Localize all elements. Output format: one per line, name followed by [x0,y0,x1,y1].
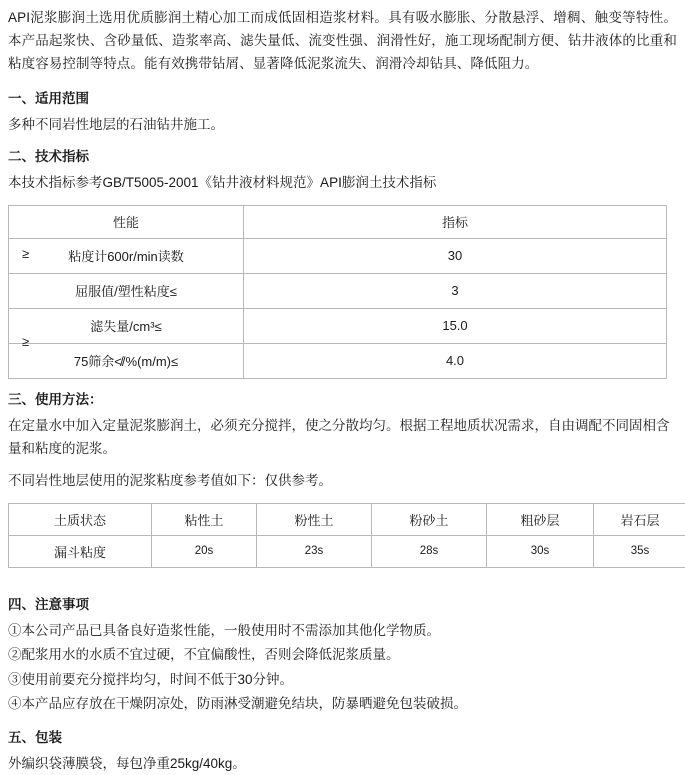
list-item: ③使用前要充分搅拌均匀，时间不低于30分钟。 [8,668,677,693]
cell-value: 15.0 [244,308,667,343]
row-marker-ge-1: ≥ [22,247,29,260]
cell-property: 滤失量/cm³≤ [9,308,244,343]
column-header-coarse-sand: 粗砂层 [487,503,594,535]
cell-property: 75筛余≮/%(m/m)≤ [9,343,244,378]
cell-value-silt: 23s [257,535,372,567]
section-heading-specs: 二、技术指标 [8,146,677,169]
table-header-row [9,205,667,238]
column-header-silty-sand: 粉砂土 [372,503,487,535]
cell-value-rock: 35s [594,535,685,567]
section-spacer [8,574,677,584]
section-heading-notes: 四、注意事项 [8,594,677,617]
section-heading-packaging: 五、包装 [8,727,677,750]
cell-value-clay: 20s [152,535,257,567]
table-row [9,343,667,378]
cell-value-coarse-sand: 30s [487,535,594,567]
column-header-property: 性能 [9,205,244,238]
cell-property: 屈服值/塑性粘度≤ [9,273,244,308]
list-item: ②配浆用水的水质不宜过硬，不宜偏酸性，否则会降低泥浆质量。 [8,643,677,668]
column-header-clay: 粘性土 [152,503,257,535]
section-body-specs: 本技术指标参考GB/T5005-2001《钻井液材料规范》API膨润土技术指标 [8,171,677,195]
cell-property: 粘度计600r/min读数 [9,238,244,273]
section-heading-scope: 一、适用范围 [8,88,677,111]
product-intro-paragraph: API泥浆膨润土选用优质膨润土精心加工而成低固相造浆材料。具有吸水膨胀、分散悬浮、增稠、触变等特性。本产品起浆快、含砂量低、造浆率高、滤失量低、流变性强、润滑性好，施工现场配制方便、钻井液体的比重和粘度容易控制等特点。能有效携带钻屑、显著降低泥浆流失、润滑冷却钻具、降低阻力。 [8,6,677,76]
cell-value: 4.0 [244,343,667,378]
cell-value: 3 [244,273,667,308]
table-row [9,535,685,567]
table-row [9,273,667,308]
column-header-soil-state: 土质状态 [9,503,152,535]
column-header-rock: 岩石层 [594,503,685,535]
section-body-scope: 多种不同岩性地层的石油钻井施工。 [8,113,677,137]
column-header-silt: 粉性土 [257,503,372,535]
viscosity-table [8,503,685,568]
cell-funnel-viscosity-label: 漏斗粘度 [9,535,152,567]
section-body-usage-1: 在定量水中加入定量泥浆膨润土，必须充分搅拌，使之分散均匀。根据工程地质状况需求，自由调配不同固相含量和粘度的泥浆。 [8,414,677,461]
row-marker-ge-2: ≥ [22,335,29,348]
cell-value: 30 [244,238,667,273]
list-item: ④本产品应存放在干燥阴凉处，防雨淋受潮避免结块，防暴晒避免包装破损。 [8,692,677,717]
table-row [9,308,667,343]
column-header-index: 指标 [244,205,667,238]
section-heading-usage: 三、使用方法： [8,389,677,412]
notes-list [8,619,677,717]
section-body-usage-2: 不同岩性地层使用的泥浆粘度参考值如下：仅供参考。 [8,469,677,493]
section-body-packaging: 外编织袋薄膜袋，每包净重25kg/40kg。 [8,752,677,775]
cell-value-silty-sand: 28s [372,535,487,567]
spec-table [8,205,667,379]
table-header-row [9,503,685,535]
spec-table-wrapper [8,205,677,379]
table-row [9,238,667,273]
list-item: ①本公司产品已具备良好造浆性能，一般使用时不需添加其他化学物质。 [8,619,677,644]
